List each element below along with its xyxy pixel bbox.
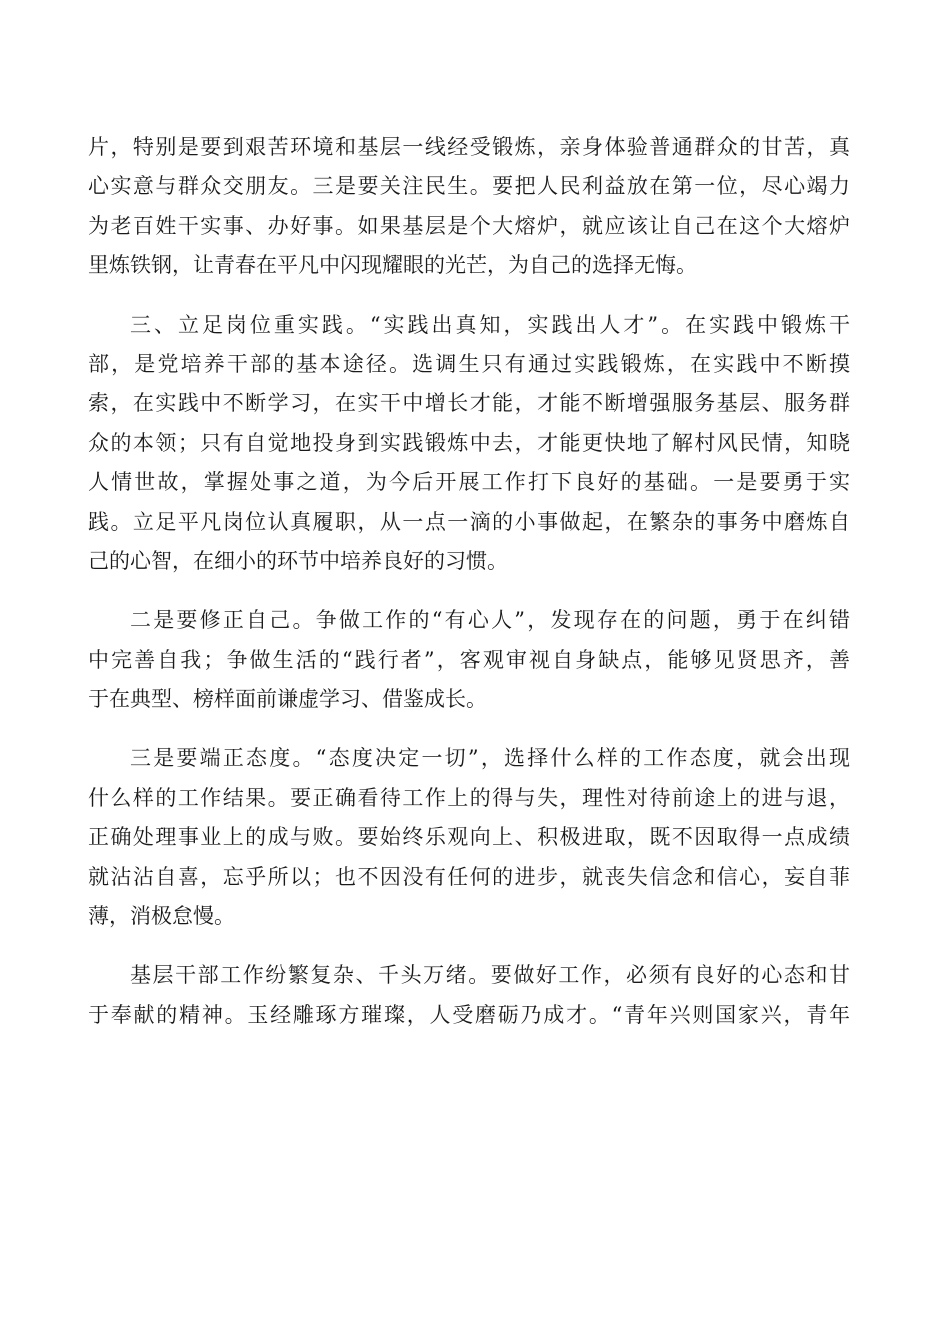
- paragraph-3: [88, 601, 850, 719]
- text-line: 二是要修正自己。争做工作的“有心人”，发现存在的问题，勇于在纠错: [130, 608, 850, 633]
- text-line: 心实意与群众交朋友。三是要关注民生。要把人民利益放在第一位，尽心竭力: [88, 174, 850, 199]
- paragraph-5: [88, 956, 850, 1035]
- text-line: 里炼铁钢，让青春在平凡中闪现耀眼的光芒，为自己的选择无悔。: [88, 253, 697, 278]
- text-line: 三是要端正态度。“态度决定一切”，选择什么样的工作态度，就会出现: [130, 746, 850, 771]
- text-line: 人情世故，掌握处事之道，为今后开展工作打下良好的基础。一是要勇于实: [88, 470, 850, 495]
- text-line: 就沾沾自喜，忘乎所以；也不因没有任何的进步，就丧失信念和信心，妄自菲: [88, 864, 850, 889]
- text-line: 众的本领；只有自觉地投身到实践锻炼中去，才能更快地了解村风民情，知晓: [88, 430, 850, 455]
- paragraph-1: [88, 128, 850, 286]
- text-line: 什么样的工作结果。要正确看待工作上的得与失，理性对待前途上的进与退，: [88, 785, 850, 810]
- text-line: 正确处理事业上的成与败。要始终乐观向上、积极进取，既不因取得一点成绩: [88, 825, 850, 850]
- paragraph-gap: [88, 719, 850, 739]
- text-line: 于在典型、榜样面前谦虚学习、借鉴成长。: [88, 687, 487, 712]
- text-line: 己的心智，在细小的环节中培养良好的习惯。: [88, 548, 508, 573]
- document-body: [88, 128, 850, 1035]
- paragraph-2: [88, 306, 850, 582]
- paragraph-gap: [88, 581, 850, 601]
- text-line: 践。立足平凡岗位认真履职，从一点一滴的小事做起，在繁杂的事务中磨炼自: [88, 509, 850, 534]
- text-line: 中完善自我；争做生活的“践行者”，客观审视自身缺点，能够见贤思齐，善: [88, 647, 850, 672]
- text-line: 索，在实践中不断学习，在实干中增长才能，才能不断增强服务基层、服务群: [88, 391, 850, 416]
- paragraph-gap: [88, 286, 850, 306]
- text-line: 为老百姓干实事、办好事。如果基层是个大熔炉，就应该让自己在这个大熔炉: [88, 213, 850, 238]
- paragraph-4: [88, 739, 850, 936]
- text-line: 三、立足岗位重实践。“实践出真知，实践出人才”。在实践中锻炼干: [130, 312, 850, 337]
- text-line: 薄，消极怠慢。: [88, 904, 235, 929]
- paragraph-gap: [88, 936, 850, 956]
- text-line: 于奉献的精神。玉经雕琢方璀璨，人受磨砺乃成才。“青年兴则国家兴，青年: [88, 1002, 850, 1027]
- text-line: 部，是党培养干部的基本途径。选调生只有通过实践锻炼，在实践中不断摸: [88, 351, 850, 376]
- text-line: 基层干部工作纷繁复杂、千头万绪。要做好工作，必须有良好的心态和甘: [130, 963, 850, 988]
- text-line: 片，特别是要到艰苦环境和基层一线经受锻炼，亲身体验普通群众的甘苦，真: [88, 135, 850, 159]
